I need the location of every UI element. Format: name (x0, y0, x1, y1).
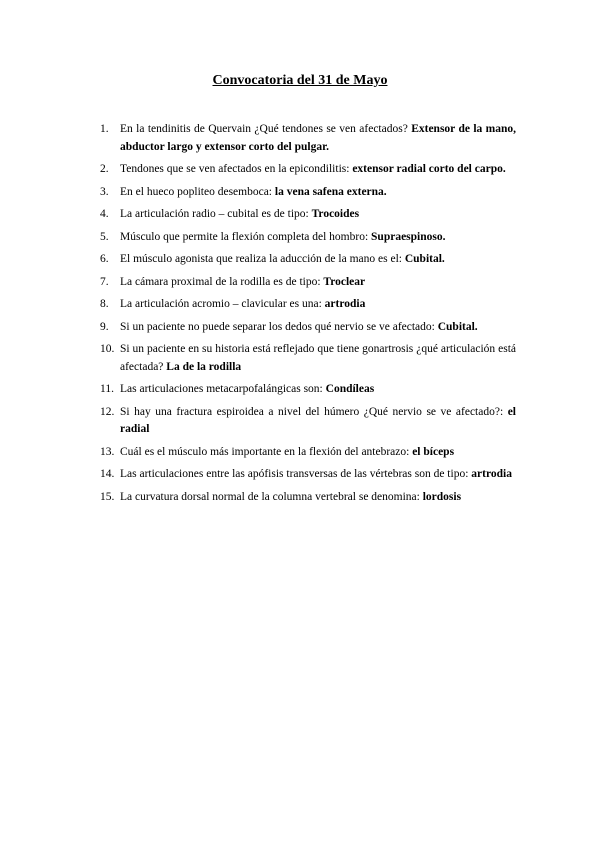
question-text: Si un paciente en su historia está reflejado que tiene gonartrosis ¿qué articulación está afectada? (120, 343, 516, 373)
question-number: 5. (100, 230, 109, 243)
question-number: 7. (100, 275, 109, 288)
question-item (100, 184, 516, 202)
question-number: 13. (100, 445, 115, 458)
question-number: 15. (100, 490, 115, 503)
question-number: 12. (100, 405, 115, 418)
question-text: Músculo que permite la flexión completa del hombro: (120, 230, 372, 243)
question-item (100, 319, 516, 337)
question-answer: extensor radial corto del carpo. (352, 163, 506, 175)
question-number: 1. (100, 123, 109, 135)
question-text: La cámara proximal de la rodilla es de tipo: (120, 275, 324, 288)
question-answer: Supraespinoso. (371, 230, 446, 243)
question-item (100, 296, 516, 314)
document-title: Convocatoria del 31 de Mayo (212, 73, 388, 88)
question-item (100, 341, 516, 376)
question-number: 10. (100, 343, 115, 355)
question-answer: Cubital. (404, 253, 445, 265)
question-item (100, 381, 516, 399)
question-item (100, 444, 516, 462)
question-answer: Trocoides (311, 208, 360, 220)
question-answer: Extensor de la mano, abductor largo y extensor corto del pulgar. (120, 123, 516, 153)
question-answer: artrodia (471, 468, 512, 480)
question-number: 8. (100, 298, 109, 310)
question-text: Las articulaciones metacarpofalángicas son: (120, 383, 326, 395)
question-number: 6. (100, 253, 109, 265)
question-list (100, 121, 516, 511)
question-text: Si hay una fractura espiroidea a nivel del húmero ¿Qué nervio se ve afectado?: (120, 405, 508, 418)
question-item (100, 274, 516, 292)
question-text: La articulación acromio – clavicular es una: (120, 298, 325, 310)
question-text: El músculo agonista que realiza la aducción de la mano es el: (120, 253, 405, 265)
question-answer: Troclear (323, 275, 366, 288)
question-number: 2. (100, 163, 109, 175)
question-answer: artrodia (324, 298, 366, 310)
question-number: 9. (100, 320, 109, 333)
question-answer: Cubital. (437, 320, 478, 333)
question-number: 3. (100, 185, 109, 198)
question-item (100, 404, 516, 439)
question-number: 4. (100, 208, 109, 220)
question-answer: la vena safena externa. (274, 185, 387, 198)
question-item (100, 251, 516, 269)
question-text: Tendones que se ven afectados en la epicondilitis: (120, 163, 353, 175)
question-item (100, 466, 516, 484)
question-answer: Condíleas (325, 383, 375, 395)
question-number: 14. (100, 468, 115, 480)
question-item (100, 229, 516, 247)
question-answer: el radial (120, 405, 516, 435)
question-item (100, 121, 516, 156)
question-text: La articulación radio – cubital es de tipo: (120, 208, 312, 220)
question-text: La curvatura dorsal normal de la columna vertebral se denomina: (120, 490, 423, 503)
question-text: Si un paciente no puede separar los dedos qué nervio se ve afectado: (120, 320, 438, 333)
question-item (100, 489, 516, 507)
question-text: Cuál es el músculo más importante en la flexión del antebrazo: (120, 445, 413, 458)
question-item (100, 206, 516, 224)
question-item (100, 161, 516, 179)
question-text: Las articulaciones entre las apófisis transversas de las vértebras son de tipo: (120, 468, 472, 480)
question-answer: lordosis (422, 490, 462, 503)
question-answer: el bíceps (412, 445, 455, 458)
question-text: En la tendinitis de Quervain ¿Qué tendones se ven afectados? (120, 123, 412, 135)
question-answer: La de la rodilla (166, 360, 242, 373)
question-text: En el hueco popliteo desemboca: (120, 185, 275, 198)
question-number: 11. (100, 383, 114, 395)
